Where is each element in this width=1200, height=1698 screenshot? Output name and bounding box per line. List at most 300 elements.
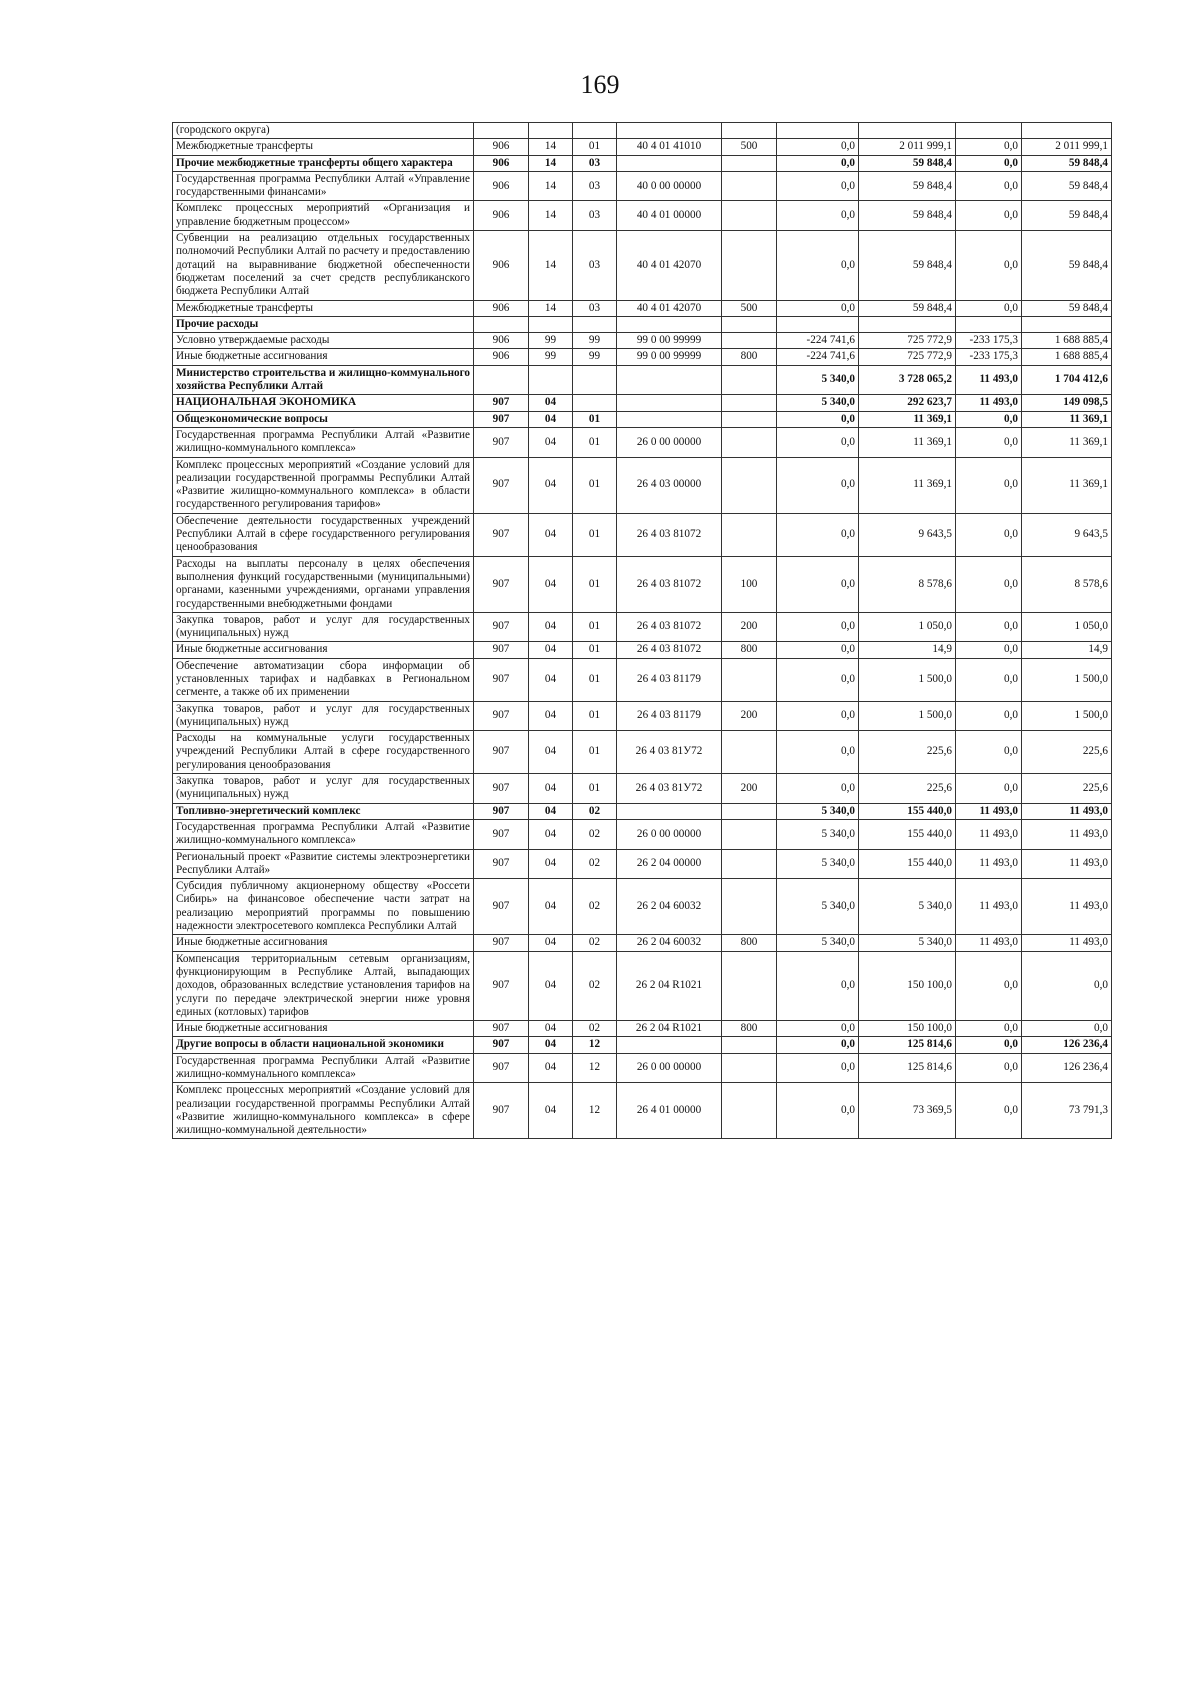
- cell-gr: [474, 316, 529, 332]
- cell-vr: [722, 427, 777, 457]
- cell-description: Субсидия публичному акционерному обществу «Россети Сибирь» на финансовое обеспечение части затрат на реализацию мероприятий программы по повышению надежности электросетевого комплекса Республики Алтай: [173, 879, 474, 935]
- table-row: [173, 612, 1112, 642]
- cell-rz: 04: [529, 701, 573, 731]
- cell-pr: 99: [573, 349, 617, 365]
- cell-amount-3: 0,0: [956, 731, 1022, 774]
- cell-amount-1: 0,0: [777, 201, 859, 231]
- cell-rz: 04: [529, 1037, 573, 1053]
- cell-gr: 906: [474, 201, 529, 231]
- cell-amount-4: 9 643,5: [1022, 513, 1112, 556]
- cell-amount-3: 11 493,0: [956, 819, 1022, 849]
- cell-rz: 14: [529, 139, 573, 155]
- cell-gr: 907: [474, 935, 529, 951]
- cell-description: Закупка товаров, работ и услуг для государственных (муниципальных) нужд: [173, 774, 474, 804]
- cell-amount-1: 5 340,0: [777, 395, 859, 411]
- cell-description: Обеспечение деятельности государственных учреждений Республики Алтай в сфере государственного регулирования ценообразования: [173, 513, 474, 556]
- cell-amount-1: -224 741,6: [777, 333, 859, 349]
- cell-gr: 907: [474, 774, 529, 804]
- cell-amount-4: 11 369,1: [1022, 411, 1112, 427]
- table-row: [173, 819, 1112, 849]
- cell-gr: 907: [474, 1083, 529, 1139]
- cell-rz: 04: [529, 849, 573, 879]
- cell-csr: 40 4 01 42070: [617, 300, 722, 316]
- cell-rz: 14: [529, 171, 573, 201]
- table-row: [173, 556, 1112, 612]
- cell-vr: [722, 951, 777, 1020]
- table-row: [173, 642, 1112, 658]
- table-row: [173, 1021, 1112, 1037]
- cell-description: Прочие расходы: [173, 316, 474, 332]
- cell-pr: 12: [573, 1037, 617, 1053]
- cell-amount-4: 59 848,4: [1022, 171, 1112, 201]
- cell-csr: 26 4 03 00000: [617, 457, 722, 513]
- cell-vr: [722, 658, 777, 701]
- cell-csr: 26 4 03 81072: [617, 642, 722, 658]
- cell-amount-2: 155 440,0: [859, 849, 956, 879]
- cell-pr: 02: [573, 879, 617, 935]
- cell-amount-4: 11 493,0: [1022, 935, 1112, 951]
- cell-amount-4: 1 688 885,4: [1022, 349, 1112, 365]
- cell-amount-3: 11 493,0: [956, 803, 1022, 819]
- cell-vr: 800: [722, 349, 777, 365]
- cell-csr: [617, 316, 722, 332]
- cell-csr: 26 4 03 81072: [617, 556, 722, 612]
- table-row: [173, 123, 1112, 139]
- cell-amount-4: 149 098,5: [1022, 395, 1112, 411]
- cell-pr: 01: [573, 556, 617, 612]
- cell-amount-2: 225,6: [859, 731, 956, 774]
- table-row: [173, 300, 1112, 316]
- cell-gr: 906: [474, 333, 529, 349]
- cell-rz: 14: [529, 201, 573, 231]
- table-row: [173, 935, 1112, 951]
- cell-amount-3: 0,0: [956, 1083, 1022, 1139]
- cell-csr: 26 4 03 81072: [617, 513, 722, 556]
- cell-vr: 800: [722, 935, 777, 951]
- cell-csr: 26 2 04 R1021: [617, 951, 722, 1020]
- cell-amount-4: 11 493,0: [1022, 819, 1112, 849]
- cell-amount-1: 0,0: [777, 642, 859, 658]
- cell-gr: 907: [474, 658, 529, 701]
- cell-amount-3: 0,0: [956, 1021, 1022, 1037]
- cell-pr: 01: [573, 731, 617, 774]
- cell-csr: 26 4 03 81179: [617, 701, 722, 731]
- cell-vr: [722, 819, 777, 849]
- cell-description: НАЦИОНАЛЬНАЯ ЭКОНОМИКА: [173, 395, 474, 411]
- cell-amount-4: 0,0: [1022, 951, 1112, 1020]
- cell-vr: [722, 411, 777, 427]
- cell-amount-2: 59 848,4: [859, 201, 956, 231]
- cell-vr: [722, 731, 777, 774]
- cell-amount-4: 8 578,6: [1022, 556, 1112, 612]
- cell-amount-4: 1 704 412,6: [1022, 365, 1112, 395]
- cell-amount-1: 0,0: [777, 411, 859, 427]
- cell-pr: 01: [573, 701, 617, 731]
- table-row: [173, 201, 1112, 231]
- cell-rz: 04: [529, 556, 573, 612]
- cell-amount-2: 155 440,0: [859, 803, 956, 819]
- cell-csr: 40 4 01 42070: [617, 231, 722, 300]
- cell-pr: 03: [573, 171, 617, 201]
- cell-amount-3: 0,0: [956, 411, 1022, 427]
- table-row: [173, 427, 1112, 457]
- cell-amount-2: 11 369,1: [859, 427, 956, 457]
- cell-rz: 04: [529, 612, 573, 642]
- cell-pr: 01: [573, 139, 617, 155]
- cell-csr: 26 4 03 81У72: [617, 774, 722, 804]
- cell-amount-2: 292 623,7: [859, 395, 956, 411]
- cell-amount-4: 11 493,0: [1022, 803, 1112, 819]
- cell-vr: [722, 316, 777, 332]
- cell-csr: 26 4 03 81179: [617, 658, 722, 701]
- cell-gr: 907: [474, 849, 529, 879]
- cell-csr: 26 0 00 00000: [617, 819, 722, 849]
- cell-description: Прочие межбюджетные трансферты общего характера: [173, 155, 474, 171]
- cell-vr: [722, 1083, 777, 1139]
- cell-amount-4: 59 848,4: [1022, 231, 1112, 300]
- table-row: [173, 349, 1112, 365]
- table-row: [173, 171, 1112, 201]
- cell-rz: 04: [529, 951, 573, 1020]
- cell-vr: [722, 365, 777, 395]
- table-row: [173, 658, 1112, 701]
- cell-amount-2: 8 578,6: [859, 556, 956, 612]
- table-row: [173, 701, 1112, 731]
- cell-rz: 14: [529, 300, 573, 316]
- cell-amount-1: [777, 316, 859, 332]
- cell-csr: 26 0 00 00000: [617, 1053, 722, 1083]
- cell-gr: 906: [474, 139, 529, 155]
- cell-vr: [722, 171, 777, 201]
- cell-pr: [573, 123, 617, 139]
- cell-pr: 02: [573, 849, 617, 879]
- cell-gr: 907: [474, 819, 529, 849]
- cell-amount-2: 5 340,0: [859, 935, 956, 951]
- cell-description: Государственная программа Республики Алтай «Развитие жилищно-коммунального комплекса»: [173, 819, 474, 849]
- cell-vr: 500: [722, 300, 777, 316]
- cell-amount-3: 0,0: [956, 1053, 1022, 1083]
- cell-csr: 40 0 00 00000: [617, 171, 722, 201]
- table-row: [173, 1037, 1112, 1053]
- cell-rz: [529, 123, 573, 139]
- cell-amount-1: 5 340,0: [777, 365, 859, 395]
- cell-rz: 04: [529, 395, 573, 411]
- cell-vr: 500: [722, 139, 777, 155]
- cell-amount-2: 59 848,4: [859, 171, 956, 201]
- cell-vr: [722, 513, 777, 556]
- cell-rz: 99: [529, 349, 573, 365]
- cell-amount-2: 725 772,9: [859, 333, 956, 349]
- cell-description: Государственная программа Республики Алтай «Управление государственными финансами»: [173, 171, 474, 201]
- cell-amount-3: [956, 123, 1022, 139]
- cell-pr: 01: [573, 642, 617, 658]
- cell-vr: 800: [722, 642, 777, 658]
- cell-amount-2: 150 100,0: [859, 951, 956, 1020]
- cell-amount-2: 1 050,0: [859, 612, 956, 642]
- cell-rz: 04: [529, 658, 573, 701]
- cell-amount-4: 1 050,0: [1022, 612, 1112, 642]
- cell-rz: 04: [529, 1083, 573, 1139]
- cell-gr: 906: [474, 231, 529, 300]
- table-row: [173, 333, 1112, 349]
- cell-amount-1: 5 340,0: [777, 879, 859, 935]
- cell-rz: 04: [529, 935, 573, 951]
- cell-amount-1: 0,0: [777, 951, 859, 1020]
- cell-description: Комплекс процессных мероприятий «Создание условий для реализации государственной программы Республики Алтай «Развитие жилищно-коммунального комплекса» в сфере жилищно-коммунальной деятельности»: [173, 1083, 474, 1139]
- cell-amount-1: 0,0: [777, 513, 859, 556]
- cell-rz: 14: [529, 231, 573, 300]
- cell-rz: 04: [529, 819, 573, 849]
- cell-amount-3: 0,0: [956, 642, 1022, 658]
- cell-description: Условно утверждаемые расходы: [173, 333, 474, 349]
- cell-description: Государственная программа Республики Алтай «Развитие жилищно-коммунального комплекса»: [173, 427, 474, 457]
- cell-description: Иные бюджетные ассигнования: [173, 935, 474, 951]
- cell-gr: 906: [474, 300, 529, 316]
- cell-amount-2: 59 848,4: [859, 231, 956, 300]
- table-row: [173, 155, 1112, 171]
- cell-vr: [722, 333, 777, 349]
- cell-amount-2: 9 643,5: [859, 513, 956, 556]
- cell-csr: 26 4 03 81072: [617, 612, 722, 642]
- cell-description: Другие вопросы в области национальной экономики: [173, 1037, 474, 1053]
- cell-vr: 200: [722, 701, 777, 731]
- cell-pr: [573, 365, 617, 395]
- cell-amount-1: 0,0: [777, 139, 859, 155]
- cell-amount-1: 0,0: [777, 171, 859, 201]
- cell-rz: 04: [529, 774, 573, 804]
- cell-amount-1: 0,0: [777, 1037, 859, 1053]
- cell-csr: 40 4 01 41010: [617, 139, 722, 155]
- cell-amount-3: 0,0: [956, 155, 1022, 171]
- cell-amount-1: 0,0: [777, 457, 859, 513]
- cell-amount-4: 126 236,4: [1022, 1037, 1112, 1053]
- cell-amount-1: 5 340,0: [777, 935, 859, 951]
- cell-gr: 907: [474, 427, 529, 457]
- cell-amount-1: 0,0: [777, 701, 859, 731]
- cell-description: Комплекс процессных мероприятий «Организация и управление бюджетным процессом»: [173, 201, 474, 231]
- cell-vr: 800: [722, 1021, 777, 1037]
- cell-amount-2: 11 369,1: [859, 411, 956, 427]
- cell-amount-3: 11 493,0: [956, 879, 1022, 935]
- cell-gr: 907: [474, 879, 529, 935]
- cell-amount-2: 725 772,9: [859, 349, 956, 365]
- cell-description: Министерство строительства и жилищно-коммунального хозяйства Республики Алтай: [173, 365, 474, 395]
- cell-amount-3: -233 175,3: [956, 333, 1022, 349]
- cell-csr: [617, 411, 722, 427]
- cell-csr: [617, 1037, 722, 1053]
- cell-amount-4: 59 848,4: [1022, 201, 1112, 231]
- cell-pr: 12: [573, 1083, 617, 1139]
- cell-description: Компенсация территориальным сетевым организациям, функционирующим в Республике Алтай, выпадающих доходов, образованных вследствие установления тарифов на услуги по передаче электрической энергии ниже уровня единых (котловых) тарифов: [173, 951, 474, 1020]
- cell-pr: 01: [573, 513, 617, 556]
- cell-description: Иные бюджетные ассигнования: [173, 349, 474, 365]
- cell-amount-3: 0,0: [956, 139, 1022, 155]
- cell-pr: 03: [573, 201, 617, 231]
- table-row: [173, 879, 1112, 935]
- cell-amount-4: 0,0: [1022, 1021, 1112, 1037]
- cell-description: Межбюджетные трансферты: [173, 139, 474, 155]
- table-row: [173, 1053, 1112, 1083]
- cell-amount-3: 11 493,0: [956, 365, 1022, 395]
- cell-csr: 26 2 04 60032: [617, 935, 722, 951]
- cell-rz: 04: [529, 411, 573, 427]
- cell-gr: 907: [474, 1037, 529, 1053]
- cell-gr: 907: [474, 513, 529, 556]
- cell-gr: 907: [474, 1053, 529, 1083]
- cell-description: Межбюджетные трансферты: [173, 300, 474, 316]
- table-row: [173, 731, 1112, 774]
- table-row: [173, 1083, 1112, 1139]
- cell-amount-1: -224 741,6: [777, 349, 859, 365]
- table-row: [173, 316, 1112, 332]
- cell-csr: 26 2 04 00000: [617, 849, 722, 879]
- cell-amount-3: 0,0: [956, 1037, 1022, 1053]
- cell-amount-1: 0,0: [777, 427, 859, 457]
- cell-amount-4: 1 500,0: [1022, 658, 1112, 701]
- cell-amount-3: 0,0: [956, 658, 1022, 701]
- cell-amount-4: 225,6: [1022, 774, 1112, 804]
- cell-description: Закупка товаров, работ и услуг для государственных (муниципальных) нужд: [173, 612, 474, 642]
- cell-rz: 04: [529, 731, 573, 774]
- cell-rz: 04: [529, 427, 573, 457]
- cell-gr: 907: [474, 731, 529, 774]
- cell-pr: 03: [573, 231, 617, 300]
- cell-vr: [722, 155, 777, 171]
- cell-pr: 02: [573, 951, 617, 1020]
- cell-amount-2: 5 340,0: [859, 879, 956, 935]
- cell-gr: 907: [474, 803, 529, 819]
- cell-csr: [617, 803, 722, 819]
- cell-rz: 04: [529, 1021, 573, 1037]
- cell-amount-4: 225,6: [1022, 731, 1112, 774]
- cell-description: Иные бюджетные ассигнования: [173, 1021, 474, 1037]
- cell-pr: 01: [573, 411, 617, 427]
- cell-amount-1: 0,0: [777, 658, 859, 701]
- table-row: [173, 365, 1112, 395]
- cell-rz: 04: [529, 642, 573, 658]
- cell-csr: 26 0 00 00000: [617, 427, 722, 457]
- table-row: [173, 803, 1112, 819]
- cell-amount-3: 11 493,0: [956, 849, 1022, 879]
- cell-vr: 100: [722, 556, 777, 612]
- cell-amount-4: 11 493,0: [1022, 879, 1112, 935]
- cell-vr: [722, 1037, 777, 1053]
- cell-rz: 04: [529, 513, 573, 556]
- cell-amount-2: 1 500,0: [859, 701, 956, 731]
- cell-amount-3: 0,0: [956, 513, 1022, 556]
- cell-vr: [722, 123, 777, 139]
- cell-vr: [722, 849, 777, 879]
- cell-amount-3: 0,0: [956, 427, 1022, 457]
- cell-pr: 02: [573, 803, 617, 819]
- cell-amount-3: 0,0: [956, 201, 1022, 231]
- cell-description: Субвенции на реализацию отдельных государственных полномочий Республики Алтай по расчету и предоставлению дотаций на выравнивание бюджетной обеспеченности бюджетам поселений за счет средств республиканского бюджета Республики Алтай: [173, 231, 474, 300]
- table-row: [173, 513, 1112, 556]
- cell-amount-1: [777, 123, 859, 139]
- cell-amount-2: 1 500,0: [859, 658, 956, 701]
- table-row: [173, 411, 1112, 427]
- cell-description: Расходы на коммунальные услуги государственных учреждений Республики Алтай в сфере государственного регулирования ценообразования: [173, 731, 474, 774]
- cell-description: Общеэкономические вопросы: [173, 411, 474, 427]
- cell-vr: [722, 803, 777, 819]
- table-body: [173, 123, 1112, 1139]
- cell-csr: 26 2 04 60032: [617, 879, 722, 935]
- cell-gr: 907: [474, 457, 529, 513]
- table-row: [173, 457, 1112, 513]
- cell-amount-2: 125 814,6: [859, 1053, 956, 1083]
- cell-amount-3: 0,0: [956, 300, 1022, 316]
- cell-amount-2: 155 440,0: [859, 819, 956, 849]
- cell-amount-4: 59 848,4: [1022, 300, 1112, 316]
- cell-csr: [617, 395, 722, 411]
- cell-amount-1: 0,0: [777, 556, 859, 612]
- cell-csr: 99 0 00 99999: [617, 349, 722, 365]
- cell-description: (городского округа): [173, 123, 474, 139]
- cell-amount-3: -233 175,3: [956, 349, 1022, 365]
- cell-amount-4: 1 688 885,4: [1022, 333, 1112, 349]
- cell-gr: 907: [474, 612, 529, 642]
- table-row: [173, 774, 1112, 804]
- cell-amount-1: 0,0: [777, 731, 859, 774]
- cell-gr: 907: [474, 556, 529, 612]
- cell-amount-4: [1022, 123, 1112, 139]
- cell-amount-4: [1022, 316, 1112, 332]
- cell-amount-4: 11 369,1: [1022, 427, 1112, 457]
- cell-pr: 02: [573, 935, 617, 951]
- cell-pr: [573, 316, 617, 332]
- cell-csr: 40 4 01 00000: [617, 201, 722, 231]
- cell-description: Обеспечение автоматизации сбора информации об установленных тарифах и надбавках в Региональном сегменте, а также об их применении: [173, 658, 474, 701]
- cell-amount-3: 11 493,0: [956, 935, 1022, 951]
- cell-vr: [722, 201, 777, 231]
- cell-amount-1: 5 340,0: [777, 849, 859, 879]
- cell-amount-1: 0,0: [777, 774, 859, 804]
- cell-gr: 907: [474, 1021, 529, 1037]
- cell-amount-3: 0,0: [956, 457, 1022, 513]
- cell-amount-3: 0,0: [956, 951, 1022, 1020]
- cell-pr: 01: [573, 774, 617, 804]
- cell-rz: 99: [529, 333, 573, 349]
- cell-amount-4: 1 500,0: [1022, 701, 1112, 731]
- cell-amount-3: 0,0: [956, 612, 1022, 642]
- cell-gr: 906: [474, 155, 529, 171]
- cell-amount-4: 2 011 999,1: [1022, 139, 1112, 155]
- cell-amount-1: 0,0: [777, 155, 859, 171]
- cell-description: Иные бюджетные ассигнования: [173, 642, 474, 658]
- cell-gr: 906: [474, 349, 529, 365]
- cell-csr: 26 4 01 00000: [617, 1083, 722, 1139]
- cell-amount-3: 0,0: [956, 231, 1022, 300]
- cell-amount-1: 0,0: [777, 1053, 859, 1083]
- cell-description: Закупка товаров, работ и услуг для государственных (муниципальных) нужд: [173, 701, 474, 731]
- cell-amount-4: 126 236,4: [1022, 1053, 1112, 1083]
- cell-rz: 04: [529, 457, 573, 513]
- cell-pr: 02: [573, 1021, 617, 1037]
- cell-amount-1: 0,0: [777, 231, 859, 300]
- cell-amount-4: 14,9: [1022, 642, 1112, 658]
- cell-pr: 12: [573, 1053, 617, 1083]
- cell-vr: 200: [722, 774, 777, 804]
- cell-pr: 01: [573, 457, 617, 513]
- cell-csr: [617, 155, 722, 171]
- budget-table: [172, 122, 1112, 1139]
- table-row: [173, 395, 1112, 411]
- cell-gr: 907: [474, 642, 529, 658]
- cell-gr: 907: [474, 701, 529, 731]
- cell-amount-3: 0,0: [956, 171, 1022, 201]
- cell-amount-2: [859, 123, 956, 139]
- table-row: [173, 951, 1112, 1020]
